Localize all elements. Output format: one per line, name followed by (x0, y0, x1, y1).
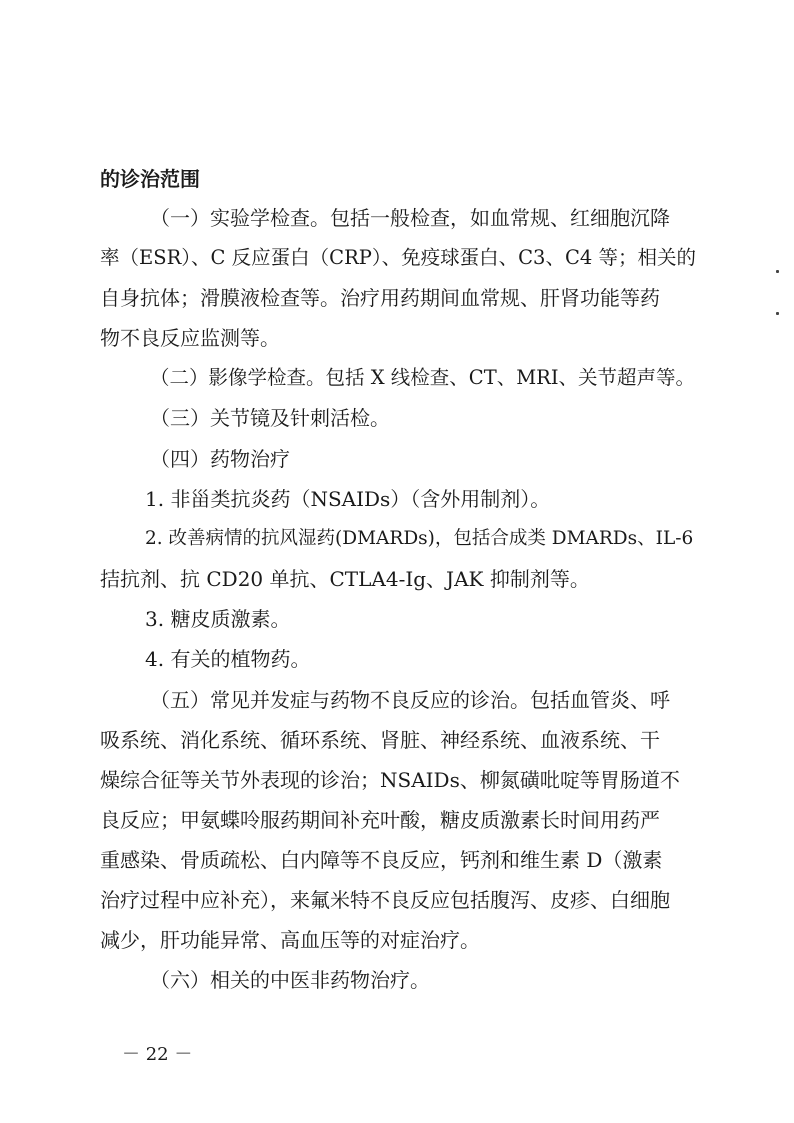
text-line: 率（ESR）、C 反应蛋白（CRP）、免疫球蛋白、C3、C4 等；相关的 (100, 246, 696, 269)
text-line: 拮抗剂、抗 CD20 单抗、CTLA4-Ig、JAK 抑制剂等。 (100, 567, 590, 591)
text-line: 自身抗体；滑膜液检查等。治疗用药期间血常规、肝肾功能等药 (100, 286, 660, 310)
scan-speck (776, 312, 779, 315)
text-line: （六）相关的中医非药物治疗。 (150, 968, 430, 992)
text-line: 良反应；甲氨蝶呤服药期间补充叶酸，糖皮质激素长时间用药严 (100, 808, 660, 832)
scan-speck (776, 270, 779, 273)
text-line: 3. 糖皮质激素。 (145, 607, 291, 631)
text-line: 减少，肝功能异常、高血压等的对症治疗。 (100, 928, 480, 952)
text-line: （五）常见并发症与药物不良反应的诊治。包括血管炎、呼 (150, 688, 670, 712)
text-line: 重感染、骨质疏松、白内障等不良反应，钙剂和维生素 D（激素 (100, 848, 663, 872)
text-line: 物不良反应监测等。 (100, 326, 280, 350)
text-line: 治疗过程中应补充），来氟米特不良反应包括腹泻、皮疹、白细胞 (100, 888, 670, 912)
text-line: 4. 有关的植物药。 (145, 647, 311, 671)
text-line: （三）关节镜及针刺活检。 (150, 406, 390, 430)
text-line: 燥综合征等关节外表现的诊治；NSAIDs、柳氮磺吡啶等胃肠道不 (100, 768, 680, 792)
page-number: － 22 － (122, 1044, 193, 1065)
text-line: 吸系统、消化系统、循环系统、肾脏、神经系统、血液系统、干 (100, 728, 660, 752)
text-line: 2. 改善病情的抗风湿药(DMARDs)，包括合成类 DMARDs、IL-6 (145, 528, 694, 549)
text-line: 1. 非甾类抗炎药（NSAIDs）（含外用制剂）。 (145, 487, 551, 511)
text-line: （一）实验学检查。包括一般检查，如血常规、红细胞沉降 (150, 206, 670, 230)
text-line: （四）药物治疗 (150, 447, 290, 471)
text-line: （二）影像学检查。包括 X 线检查、CT、MRI、关节超声等。 (150, 366, 696, 389)
section-heading: 的诊治范围 (100, 167, 200, 191)
